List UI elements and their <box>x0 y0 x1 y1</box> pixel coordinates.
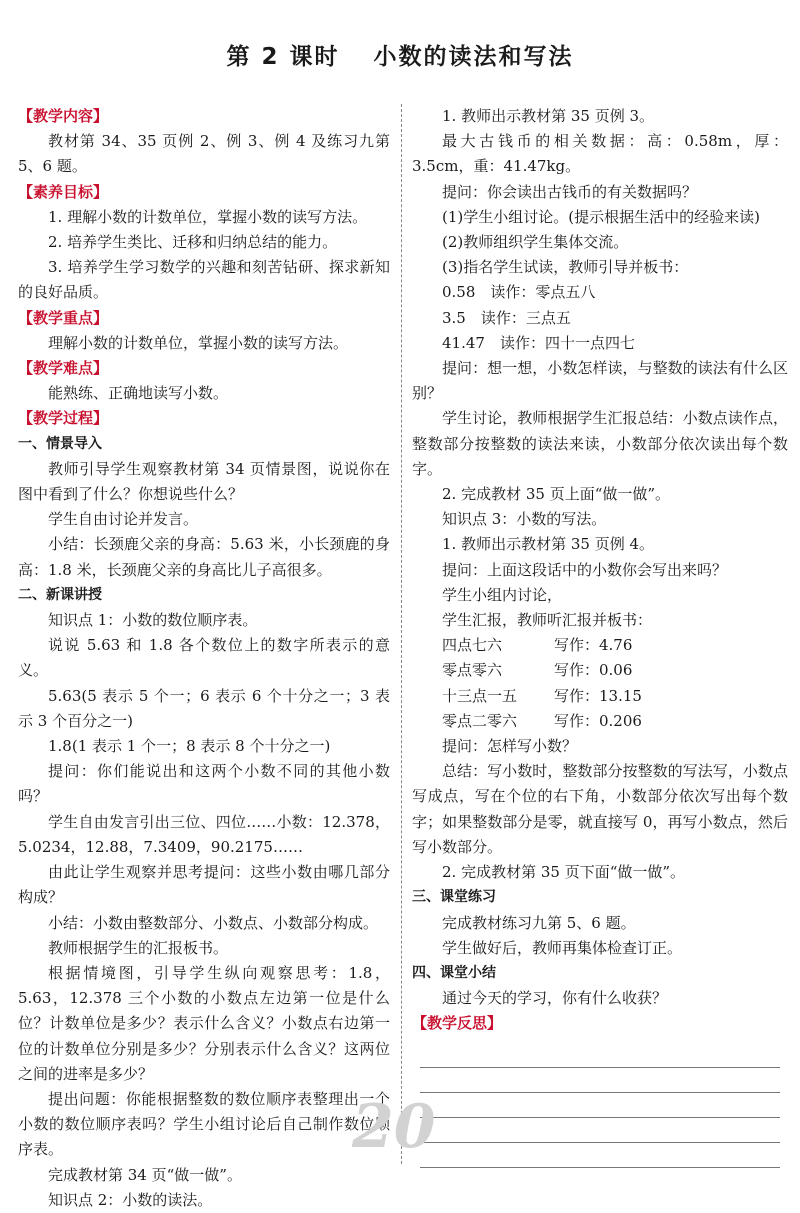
paragraph: 教师引导学生观察教材第 34 页情景图，说说你在图中看到了什么？你想说些什么？ <box>18 459 390 504</box>
paragraph: 完成教材第 34 页“做一做”。 <box>48 1165 242 1184</box>
heading-reflection: 【教学反思】 <box>412 1014 503 1033</box>
section-heading: 一、情景导入 <box>18 435 102 452</box>
paragraph: 最大古钱币的相关数据：高：0.58m，厚：3.5cm，重：41.47kg。 <box>412 132 788 176</box>
heading-process: 【教学过程】 <box>18 409 109 428</box>
paragraph: 完成教材练习九第 5、6 题。 <box>442 913 636 932</box>
paragraph: 学生自由讨论并发言。 <box>48 510 199 529</box>
blank-line[interactable] <box>420 1118 780 1143</box>
reading-line: 3.5 读作：三点五 <box>442 308 571 327</box>
left-column <box>18 104 390 1213</box>
paragraph: 5.63(5 表示 5 个一；6 表示 6 个十分之一；3 表示 3 个百分之一) <box>18 686 390 730</box>
paragraph: 根据情境图，引导学生纵向观察思考：1.8，5.63，12.378 三个小数的小数点左边第一位是什么位？计数单位是多少？表示什么含义？小数点右边第一位的计数单位分别是多少？分别表示什么含义？这两位之间的进率是多少？ <box>18 963 390 1083</box>
reflection-lines <box>412 1043 788 1168</box>
paragraph: 2. 完成教材 35 页上面“做一做”。 <box>442 485 671 504</box>
paragraph: (1)学生小组讨论。(提示根据生活中的经验来读) <box>442 207 760 226</box>
paragraph: 提问：想一想，小数怎样读，与整数的读法有什么区别？ <box>412 359 788 403</box>
spoken-number: 零点二零六 <box>442 711 518 730</box>
paragraph: 学生汇报，教师听汇报并板书： <box>442 611 653 630</box>
paragraph: 知识点 3：小数的写法。 <box>442 510 607 529</box>
paragraph: (2)教师组织学生集体交流。 <box>442 233 629 252</box>
paragraph: 通过今天的学习，你有什么收获？ <box>442 989 668 1008</box>
paragraph: 知识点 1：小数的数位顺序表。 <box>48 611 258 630</box>
reading-line: 41.47 读作：四十一点四七 <box>442 333 635 352</box>
paragraph: 学生自由发言引出三位、四位……小数：12.378，5.0234，12.88，7.3409，90.2175…… <box>18 812 390 856</box>
paragraph: 提问：怎样写小数？ <box>442 737 578 756</box>
spoken-number: 十三点一五 <box>442 686 518 705</box>
blank-line[interactable] <box>420 1068 780 1093</box>
paragraph: 学生小组内讨论， <box>442 585 563 604</box>
blank-line[interactable] <box>420 1143 780 1168</box>
written-number: 写作：13.15 <box>554 686 642 705</box>
heading-key-point: 【教学重点】 <box>18 308 109 327</box>
heading-content: 【教学内容】 <box>18 107 109 125</box>
reading-line: 0.58 读作：零点五八 <box>442 283 596 302</box>
goal-item: 3. 培养学生学习数学的兴趣和刻苦钻研、探求新知的良好品质。 <box>18 258 390 302</box>
spoken-number: 四点七六 <box>442 636 503 655</box>
paragraph: 提问：你会读出古钱币的有关数据吗？ <box>442 182 698 201</box>
paragraph: 小结：长颈鹿父亲的身高：5.63 米，小长颈鹿的身高：1.8 米，长颈鹿父亲的身高比儿子高很多。 <box>18 535 390 579</box>
writing-line <box>412 684 788 709</box>
paragraph: 2. 完成教材第 35 页下面“做一做”。 <box>442 863 686 882</box>
page-number: 20 <box>352 1092 436 1162</box>
blank-line[interactable] <box>420 1043 780 1068</box>
section-heading: 二、新课讲授 <box>18 586 102 603</box>
paragraph: 说说 5.63 和 1.8 各个数位上的数字所表示的意义。 <box>18 636 390 680</box>
section-heading: 四、课堂小结 <box>412 964 496 981</box>
lesson-title: 小数的读法和写法 <box>373 44 574 70</box>
goal-item: 2. 培养学生类比、迁移和归纳总结的能力。 <box>48 233 338 252</box>
paragraph: 总结：写小数时，整数部分按整数的写法写，小数点写成点，写在个位的右下角，小数部分依次写出每个数字；如果整数部分是零，就直接写 0，再写小数点，然后写小数部分。 <box>412 762 788 856</box>
content-text: 教材第 34、35 页例 2、例 3、例 4 及练习九第 5、6 题。 <box>18 132 390 176</box>
paragraph: 提问：上面这段话中的小数你会写出来吗？ <box>442 560 728 579</box>
writing-line <box>412 658 788 683</box>
paragraph: 1.8(1 表示 1 个一；8 表示 8 个十分之一) <box>48 737 331 756</box>
lesson-number: 第 2 课时 <box>226 44 340 70</box>
blank-line[interactable] <box>420 1093 780 1118</box>
heading-difficulty: 【教学难点】 <box>18 359 109 378</box>
right-column <box>412 104 788 1168</box>
column-divider <box>401 104 402 1164</box>
difficulty-text: 能熟练、正确地读写小数。 <box>48 384 229 403</box>
writing-line <box>412 633 788 658</box>
paragraph: 提问：你们能说出和这两个小数不同的其他小数吗？ <box>18 762 390 806</box>
paragraph: 小结：小数由整数部分、小数点、小数部分构成。 <box>48 913 379 932</box>
page-title <box>0 38 800 71</box>
paragraph: (3)指名学生试读，教师引导并板书： <box>442 258 689 277</box>
paragraph: 教师根据学生的汇报板书。 <box>48 938 229 957</box>
paragraph: 学生讨论，教师根据学生汇报总结：小数点读作点，整数部分按整数的读法来读，小数部分依次读出每个数字。 <box>412 409 788 478</box>
goal-item: 1. 理解小数的计数单位，掌握小数的读写方法。 <box>48 207 368 226</box>
paragraph: 学生做好后，教师再集体检查订正。 <box>442 938 683 957</box>
writing-line <box>412 709 788 734</box>
paragraph: 1. 教师出示教材第 35 页例 3。 <box>442 107 655 125</box>
section-heading: 三、课堂练习 <box>412 889 496 906</box>
written-number: 写作：0.206 <box>554 711 642 730</box>
paragraph: 知识点 2：小数的读法。 <box>48 1190 213 1209</box>
spoken-number: 零点零六 <box>442 661 503 680</box>
paragraph: 提出问题：你能根据整数的数位顺序表整理出一个小数的数位顺序表吗？学生小组讨论后自己制作数位顺序表。 <box>18 1089 390 1159</box>
paragraph: 1. 教师出示教材第 35 页例 4。 <box>442 535 655 554</box>
key-point-text: 理解小数的计数单位，掌握小数的读写方法。 <box>48 333 349 352</box>
heading-goals: 【素养目标】 <box>18 182 109 201</box>
written-number: 写作：4.76 <box>554 636 633 655</box>
written-number: 写作：0.06 <box>554 661 633 680</box>
paragraph: 由此让学生观察并思考提问：这些小数由哪几部分构成？ <box>18 863 390 907</box>
